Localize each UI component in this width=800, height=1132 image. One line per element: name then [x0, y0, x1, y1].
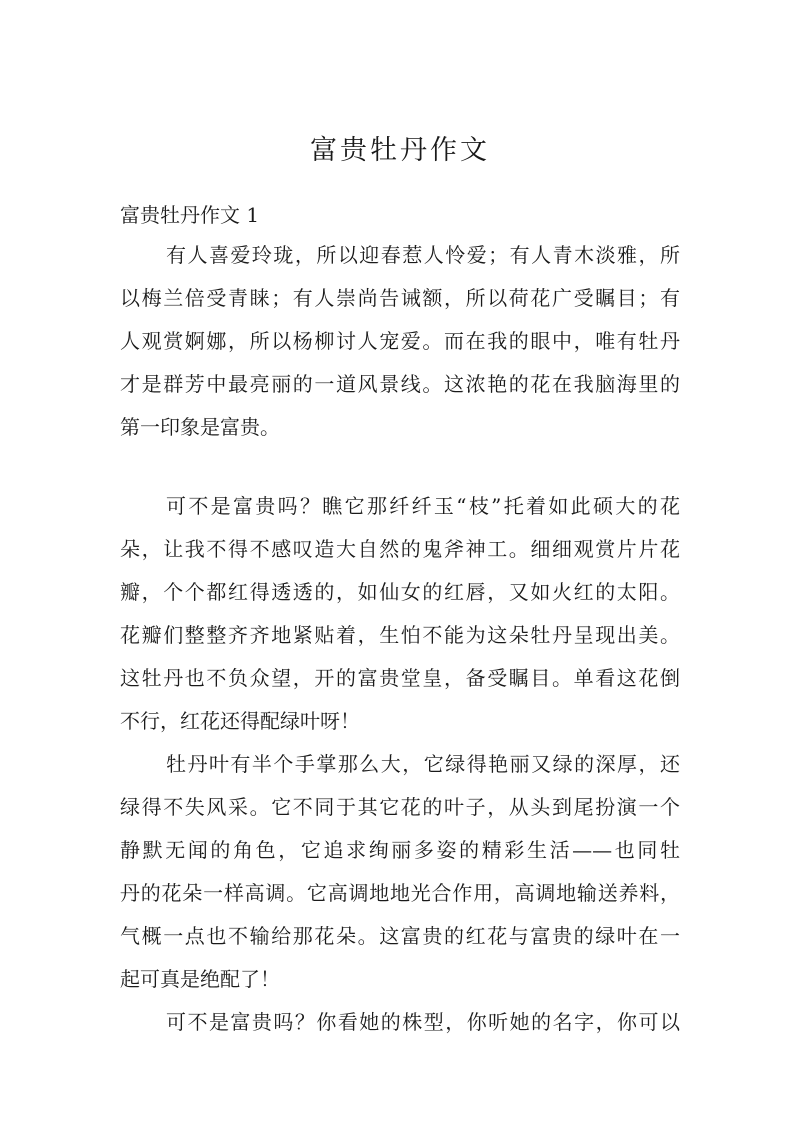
section-heading: 富贵牡丹作文 1: [120, 203, 260, 227]
text-line: 这牡丹也不负众望，开的富贵堂皇，备受瞩目。单看这花倒: [120, 666, 680, 690]
text-line: 绿得不失风采。它不同于其它花的叶子，从头到尾扮演一个: [120, 795, 680, 819]
text-line: 起可真是绝配了！: [120, 967, 280, 991]
text-line: 可不是富贵吗？你看她的株型，你听她的名字，你可以: [166, 1010, 680, 1034]
document-title: 富贵牡丹作文: [310, 135, 490, 166]
text-line: 才是群芳中最亮丽的一道风景线。这浓艳的花在我脑海里的: [120, 372, 680, 396]
text-line: 气概一点也不输给那花朵。这富贵的红花与富贵的绿叶在一: [120, 924, 680, 948]
text-line: 以梅兰倍受青睐；有人崇尚告诫额，所以荷花广受瞩目；有: [120, 286, 680, 310]
text-line: 第一印象是富贵。: [120, 415, 280, 439]
text-line: 静默无闻的角色，它追求绚丽多姿的精彩生活——也同牡: [120, 838, 680, 862]
text-line: 瓣，个个都红得透透的，如仙女的红唇，又如火红的太阳。: [120, 580, 680, 604]
text-line: 有人喜爱玲珑，所以迎春惹人怜爱；有人青木淡雅，所: [166, 243, 680, 267]
text-line: 丹的花朵一样高调。它高调地地光合作用，高调地输送养料，: [120, 881, 680, 905]
text-line: 人观赏婀娜，所以杨柳讨人宠爱。而在我的眼中，唯有牡丹: [120, 329, 680, 353]
text-line: 可不是富贵吗？瞧它那纤纤玉“枝”托着如此硕大的花: [166, 494, 680, 518]
paragraph-3: [120, 743, 680, 1001]
paragraph-2: [120, 485, 680, 743]
text-line: 花瓣们整整齐齐地紧贴着，生怕不能为这朵牡丹呈现出美。: [120, 623, 680, 647]
text-line: 朵，让我不得不感叹造大自然的鬼斧神工。细细观赏片片花: [120, 537, 680, 561]
paragraph-1: [120, 234, 680, 449]
text-line: 牡丹叶有半个手掌那么大，它绿得艳丽又绿的深厚，还: [166, 752, 680, 776]
paragraph-4: [120, 1001, 680, 1044]
text-line: 不行，红花还得配绿叶呀！: [120, 709, 360, 733]
